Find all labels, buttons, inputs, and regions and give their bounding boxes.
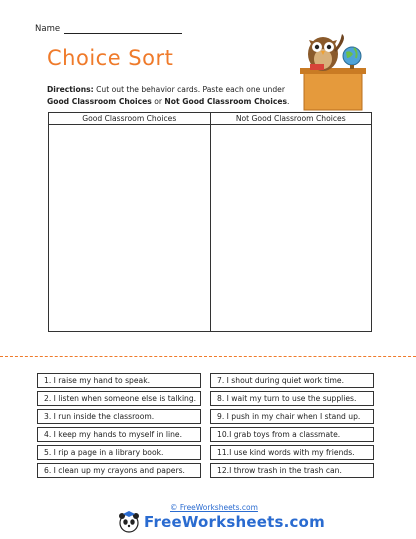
name-line[interactable] (64, 25, 182, 34)
footer-logo[interactable] (118, 511, 325, 533)
good-choices-column[interactable] (49, 113, 210, 331)
not-good-choices-header: Not Good Classroom Choices (211, 113, 372, 125)
name-row (35, 24, 182, 34)
behavior-card[interactable]: 2. I listen when someone else is talking. (37, 391, 201, 406)
behavior-card[interactable]: 8. I wait my turn to use the supplies. (210, 391, 374, 406)
owl-teacher-illustration (290, 28, 380, 113)
directions-good: Good Classroom Choices (47, 97, 152, 106)
behavior-card[interactable]: 11.I use kind words with my friends. (210, 445, 374, 460)
directions-text: Cut out the behavior cards. Paste each one under (93, 85, 285, 94)
behavior-card[interactable]: 5. I rip a page in a library book. (37, 445, 201, 460)
behavior-card[interactable]: 6. I clean up my crayons and papers. (37, 463, 201, 478)
footer-copyright-link[interactable]: © FreeWorksheets.com (170, 503, 258, 512)
page-title: Choice Sort (47, 46, 174, 70)
sort-table (48, 112, 372, 332)
good-choices-header: Good Classroom Choices (49, 113, 210, 125)
directions (47, 84, 317, 108)
behavior-card[interactable]: 12.I throw trash in the trash can. (210, 463, 374, 478)
behavior-card[interactable]: 3. I run inside the classroom. (37, 409, 201, 424)
cut-line (0, 356, 416, 357)
behavior-card[interactable]: 1. I raise my hand to speak. (37, 373, 201, 388)
directions-or: or (151, 97, 165, 106)
behavior-card[interactable]: 4. I keep my hands to myself in line. (37, 427, 201, 442)
behavior-card[interactable]: 10.I grab toys from a classmate. (210, 427, 374, 442)
behavior-card[interactable]: 7. I shout during quiet work time. (210, 373, 374, 388)
cards-right-column (210, 373, 374, 481)
directions-bad: Not Good Classroom Choices (164, 97, 288, 106)
directions-label: Directions: (47, 85, 94, 94)
behavior-card[interactable]: 9. I push in my chair when I stand up. (210, 409, 374, 424)
footer-brand: FreeWorksheets.com (144, 513, 325, 531)
name-label: Name (35, 24, 61, 34)
directions-end: . (287, 97, 290, 106)
panda-icon (118, 511, 140, 533)
not-good-choices-column[interactable] (210, 113, 372, 331)
cards-left-column (37, 373, 201, 481)
